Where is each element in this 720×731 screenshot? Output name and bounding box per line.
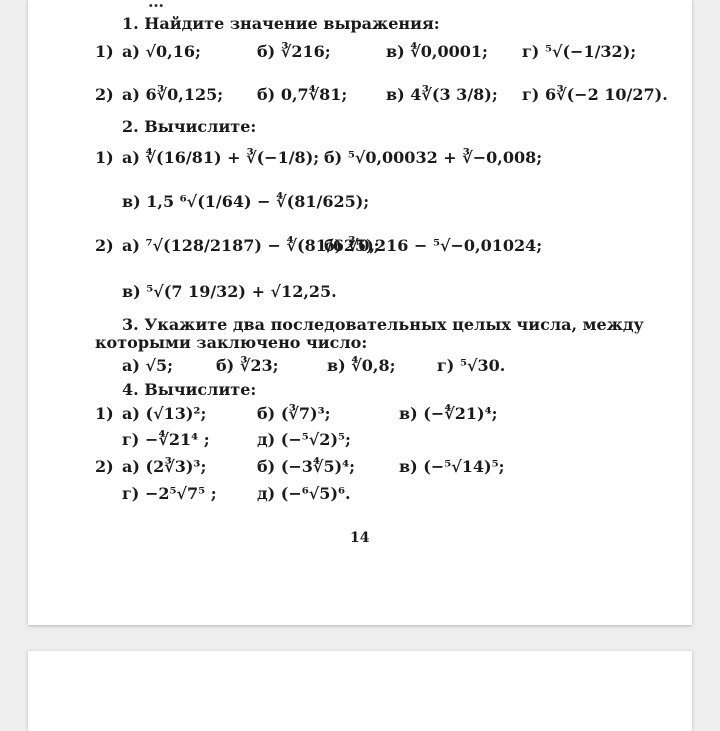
task3-title-line2: которыми заключено число: [95,333,368,352]
task1-2d: г) 6∛(−2 10/27). [522,85,668,104]
task4-1b: б) (∛7)³; [257,404,331,423]
task1-1a: а) √0,16; [122,42,201,61]
task1-2c: в) 4∛(3 3/8); [386,85,498,104]
task2-2a: а) ⁷√(128/2187) − ∜(81/625); [122,236,380,255]
task4-row1-label: 1) [95,404,114,423]
task3-d: г) ⁵√30. [437,356,506,375]
task4-2c: в) (−⁵√14)⁵; [399,457,505,476]
task3-c: в) ∜0,8; [327,356,396,375]
task4-row2-label: 2) [95,457,114,476]
task4-2a: а) (2∛3)³; [122,457,207,476]
task4-2b: б) (−3∜5)⁴; [257,457,356,476]
header-fragment: … [148,0,164,11]
task2-1c: в) 1,5 ⁶√(1/64) − ∜(81/625); [122,192,370,211]
next-page [28,651,692,731]
task3-b: б) ∛23; [216,356,279,375]
task4-2e: д) (−⁶√5)⁶. [257,484,351,503]
task4-1e: д) (−⁵√2)⁵; [257,430,351,449]
task2-row1-label: 1) [95,148,114,167]
task3-a: а) √5; [122,356,174,375]
task4-1a: а) (√13)²; [122,404,207,423]
task4-2d: г) −2⁵√7⁵ ; [122,484,217,503]
task1-2a: а) 6∛0,125; [122,85,224,104]
task4-1d: г) −∜21⁴ ; [122,430,210,449]
task1-1b: б) ∛216; [257,42,331,61]
task1-title: 1. Найдите значение выражения: [122,14,440,33]
textbook-page [28,0,692,625]
task2-1a: а) ∜(16/81) + ∛(−1/8); [122,148,320,167]
task1-2b: б) 0,7∜81; [257,85,348,104]
task2-row2-label: 2) [95,236,114,255]
task1-1c: в) ∜0,0001; [386,42,488,61]
task3-title-line1: 3. Укажите два последовательных целых числа, между [122,315,644,334]
page-number: 14 [350,530,370,546]
task4-1c: в) (−∜21)⁴; [399,404,498,423]
task2-title: 2. Вычислите: [122,117,257,136]
task1-row1-label: 1) [95,42,114,61]
task1-row2-label: 2) [95,85,114,104]
task2-2c: в) ⁵√(7 19/32) + √12,25. [122,282,337,301]
task2-2b: б) ∛0,216 − ⁵√−0,01024; [324,236,543,255]
task4-title: 4. Вычислите: [122,380,257,399]
task1-1d: г) ⁵√(−1/32); [522,42,637,61]
task2-1b: б) ⁵√0,00032 + ∛−0,008; [324,148,543,167]
